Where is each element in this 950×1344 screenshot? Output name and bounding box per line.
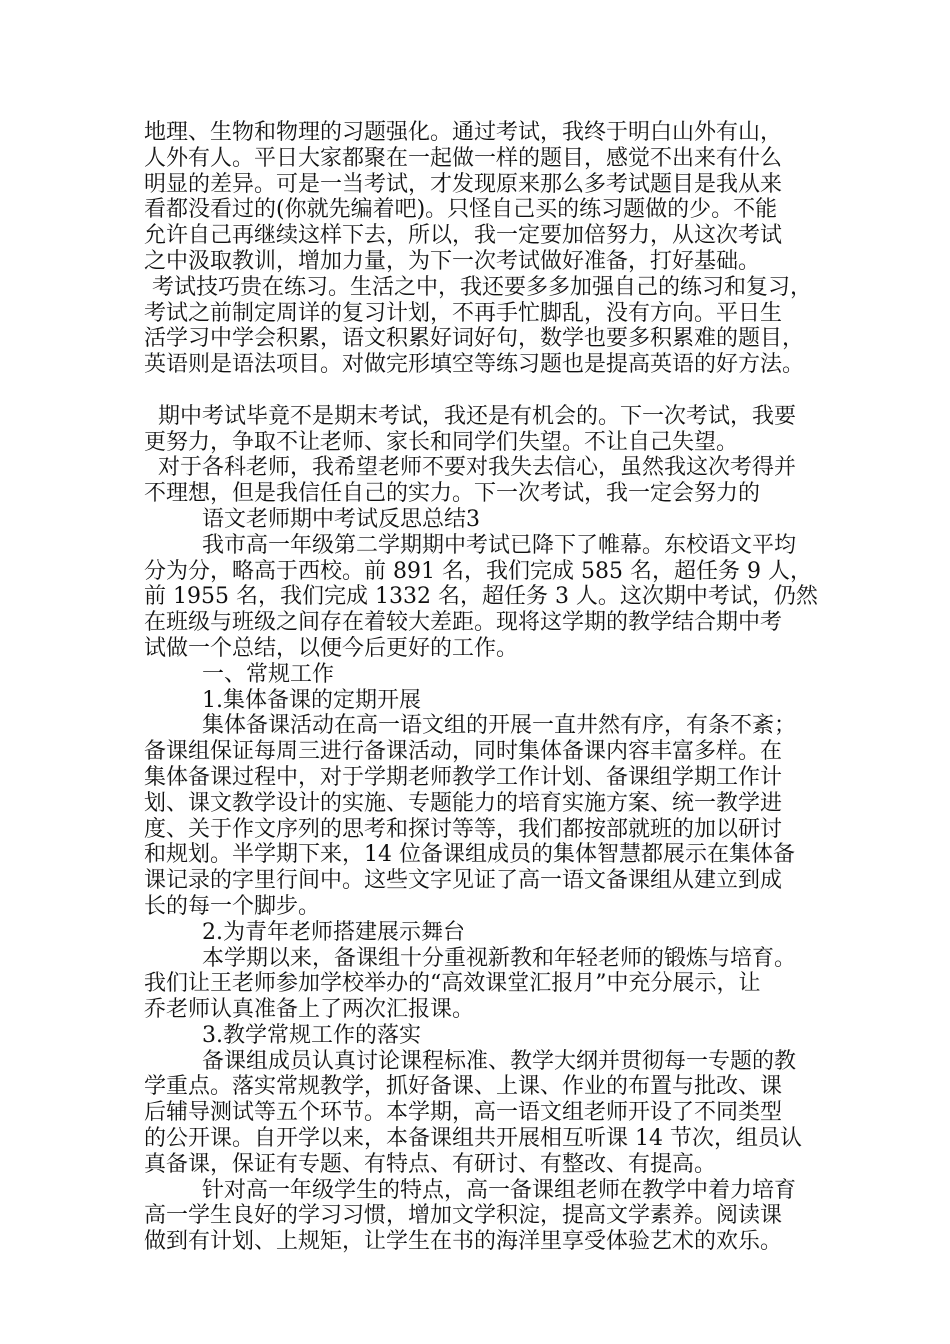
text-line: 我市高一年级第二学期期中考试已降下了帷幕。东校语文平均 — [202, 532, 797, 558]
text-line: 乔老师认真准备上了两次汇报课。 — [144, 997, 475, 1023]
document-body — [144, 120, 824, 1255]
text-line: 前 1955 名，我们完成 1332 名，超任务 3 人。这次期中考试，仍然 — [144, 584, 818, 610]
text-line: 对于各科老师，我希望老师不要对我失去信心，虽然我这次考得并 — [158, 455, 797, 481]
text-line: 我们让王老师参加学校举办的“高效课堂汇报月”中充分展示，让 — [144, 971, 761, 997]
text-line: 不理想，但是我信任自己的实力。下一次考试，我一定会努力的 — [144, 481, 761, 507]
text-line: 活学习中学会积累，语文积累好词好句，数学也要多积累难的题目， — [144, 326, 805, 352]
text-line: 的公开课。自开学以来，本备课组共开展相互听课 14 节次，组员认 — [144, 1126, 802, 1152]
subheading: 1.集体备课的定期开展 — [202, 687, 421, 713]
text-line: 做到有计划、上规矩，让学生在书的海洋里享受体验艺术的欢乐。 — [144, 1229, 783, 1255]
text-line: 明显的差异。可是一当考试，才发现原来那么多考试题目是我从来 — [144, 171, 783, 197]
text-line: 地理、生物和物理的习题强化。通过考试，我终于明白山外有山， — [144, 120, 783, 145]
text-line: 针对高一年级学生的特点，高一备课组老师在教学中着力培育 — [202, 1177, 797, 1203]
text-line: 和规划。半学期下来，14 位备课组成员的集体智慧都展示在集体备 — [144, 842, 795, 868]
text-line: 分为分，略高于西校。前 891 名，我们完成 585 名，超任务 9 人， — [144, 558, 812, 584]
text-line: 划、课文教学设计的实施、专题能力的培育实施方案、统一教学进 — [144, 790, 783, 816]
text-line: 真备课，保证有专题、有特点、有研讨、有整改、有提高。 — [144, 1151, 717, 1177]
text-line: 学重点。落实常规教学，抓好备课、上课、作业的布置与批改、课 — [144, 1074, 783, 1100]
blank-line — [144, 378, 824, 404]
subheading: 一、常规工作 — [202, 661, 335, 687]
text-line: 人外有人。平日大家都聚在一起做一样的题目，感觉不出来有什么 — [144, 145, 783, 171]
text-line: 期中考试毕竟不是期末考试，我还是有机会的。下一次考试，我要 — [158, 403, 797, 429]
text-line: 考试之前制定周详的复习计划，不再手忙脚乱，没有方向。平日生 — [144, 300, 783, 326]
text-line: 更努力，争取不让老师、家长和同学们失望。不让自己失望。 — [144, 429, 739, 455]
text-line: 课记录的字里行间中。这些文字见证了高一语文备课组从建立到成 — [144, 868, 783, 894]
text-line: 度、关于作文序列的思考和探讨等等，我们都按部就班的加以研讨 — [144, 816, 783, 842]
text-line: 试做一个总结，以便今后更好的工作。 — [144, 635, 519, 661]
text-line: 集体备课过程中，对于学期老师教学工作计划、备课组学期工作计 — [144, 764, 783, 790]
text-line: 本学期以来，备课组十分重视新教和年轻老师的锻炼与培育。 — [202, 945, 797, 971]
text-line: 备课组保证每周三进行备课活动，同时集体备课内容丰富多样。在 — [144, 739, 783, 765]
text-line: 考试技巧贵在练习。生活之中，我还要多多加强自己的练习和复习， — [152, 274, 813, 300]
text-line: 之中汲取教训，增加力量，为下一次考试做好准备，打好基础。 — [144, 248, 761, 274]
text-line: 允许自己再继续这样下去，所以，我一定要加倍努力，从这次考试 — [144, 223, 783, 249]
text-line: 高一学生良好的学习习惯，增加文学积淀，提高文学素养。阅读课 — [144, 1203, 783, 1229]
text-line: 集体备课活动在高一语文组的开展一直井然有序，有条不紊； — [202, 713, 797, 739]
text-line: 看都没看过的(你就先编着吧)。只怪自己买的练习题做的少。不能 — [144, 197, 778, 223]
text-line: 后辅导测试等五个环节。本学期，高一语文组老师开设了不同类型 — [144, 1100, 783, 1126]
subheading: 2.为青年老师搭建展示舞台 — [202, 919, 465, 945]
text-line: 长的每一个脚步。 — [144, 893, 321, 919]
text-line: 备课组成员认真讨论课程标准、教学大纲并贯彻每一专题的教 — [202, 1048, 797, 1074]
section-heading: 语文老师期中考试反思总结3 — [202, 506, 480, 532]
subheading: 3.教学常规工作的落实 — [202, 1022, 421, 1048]
text-line: 在班级与班级之间存在着较大差距。现将这学期的教学结合期中考 — [144, 610, 783, 636]
text-line: 英语则是语法项目。对做完形填空等练习题也是提高英语的好方法。 — [144, 352, 805, 378]
